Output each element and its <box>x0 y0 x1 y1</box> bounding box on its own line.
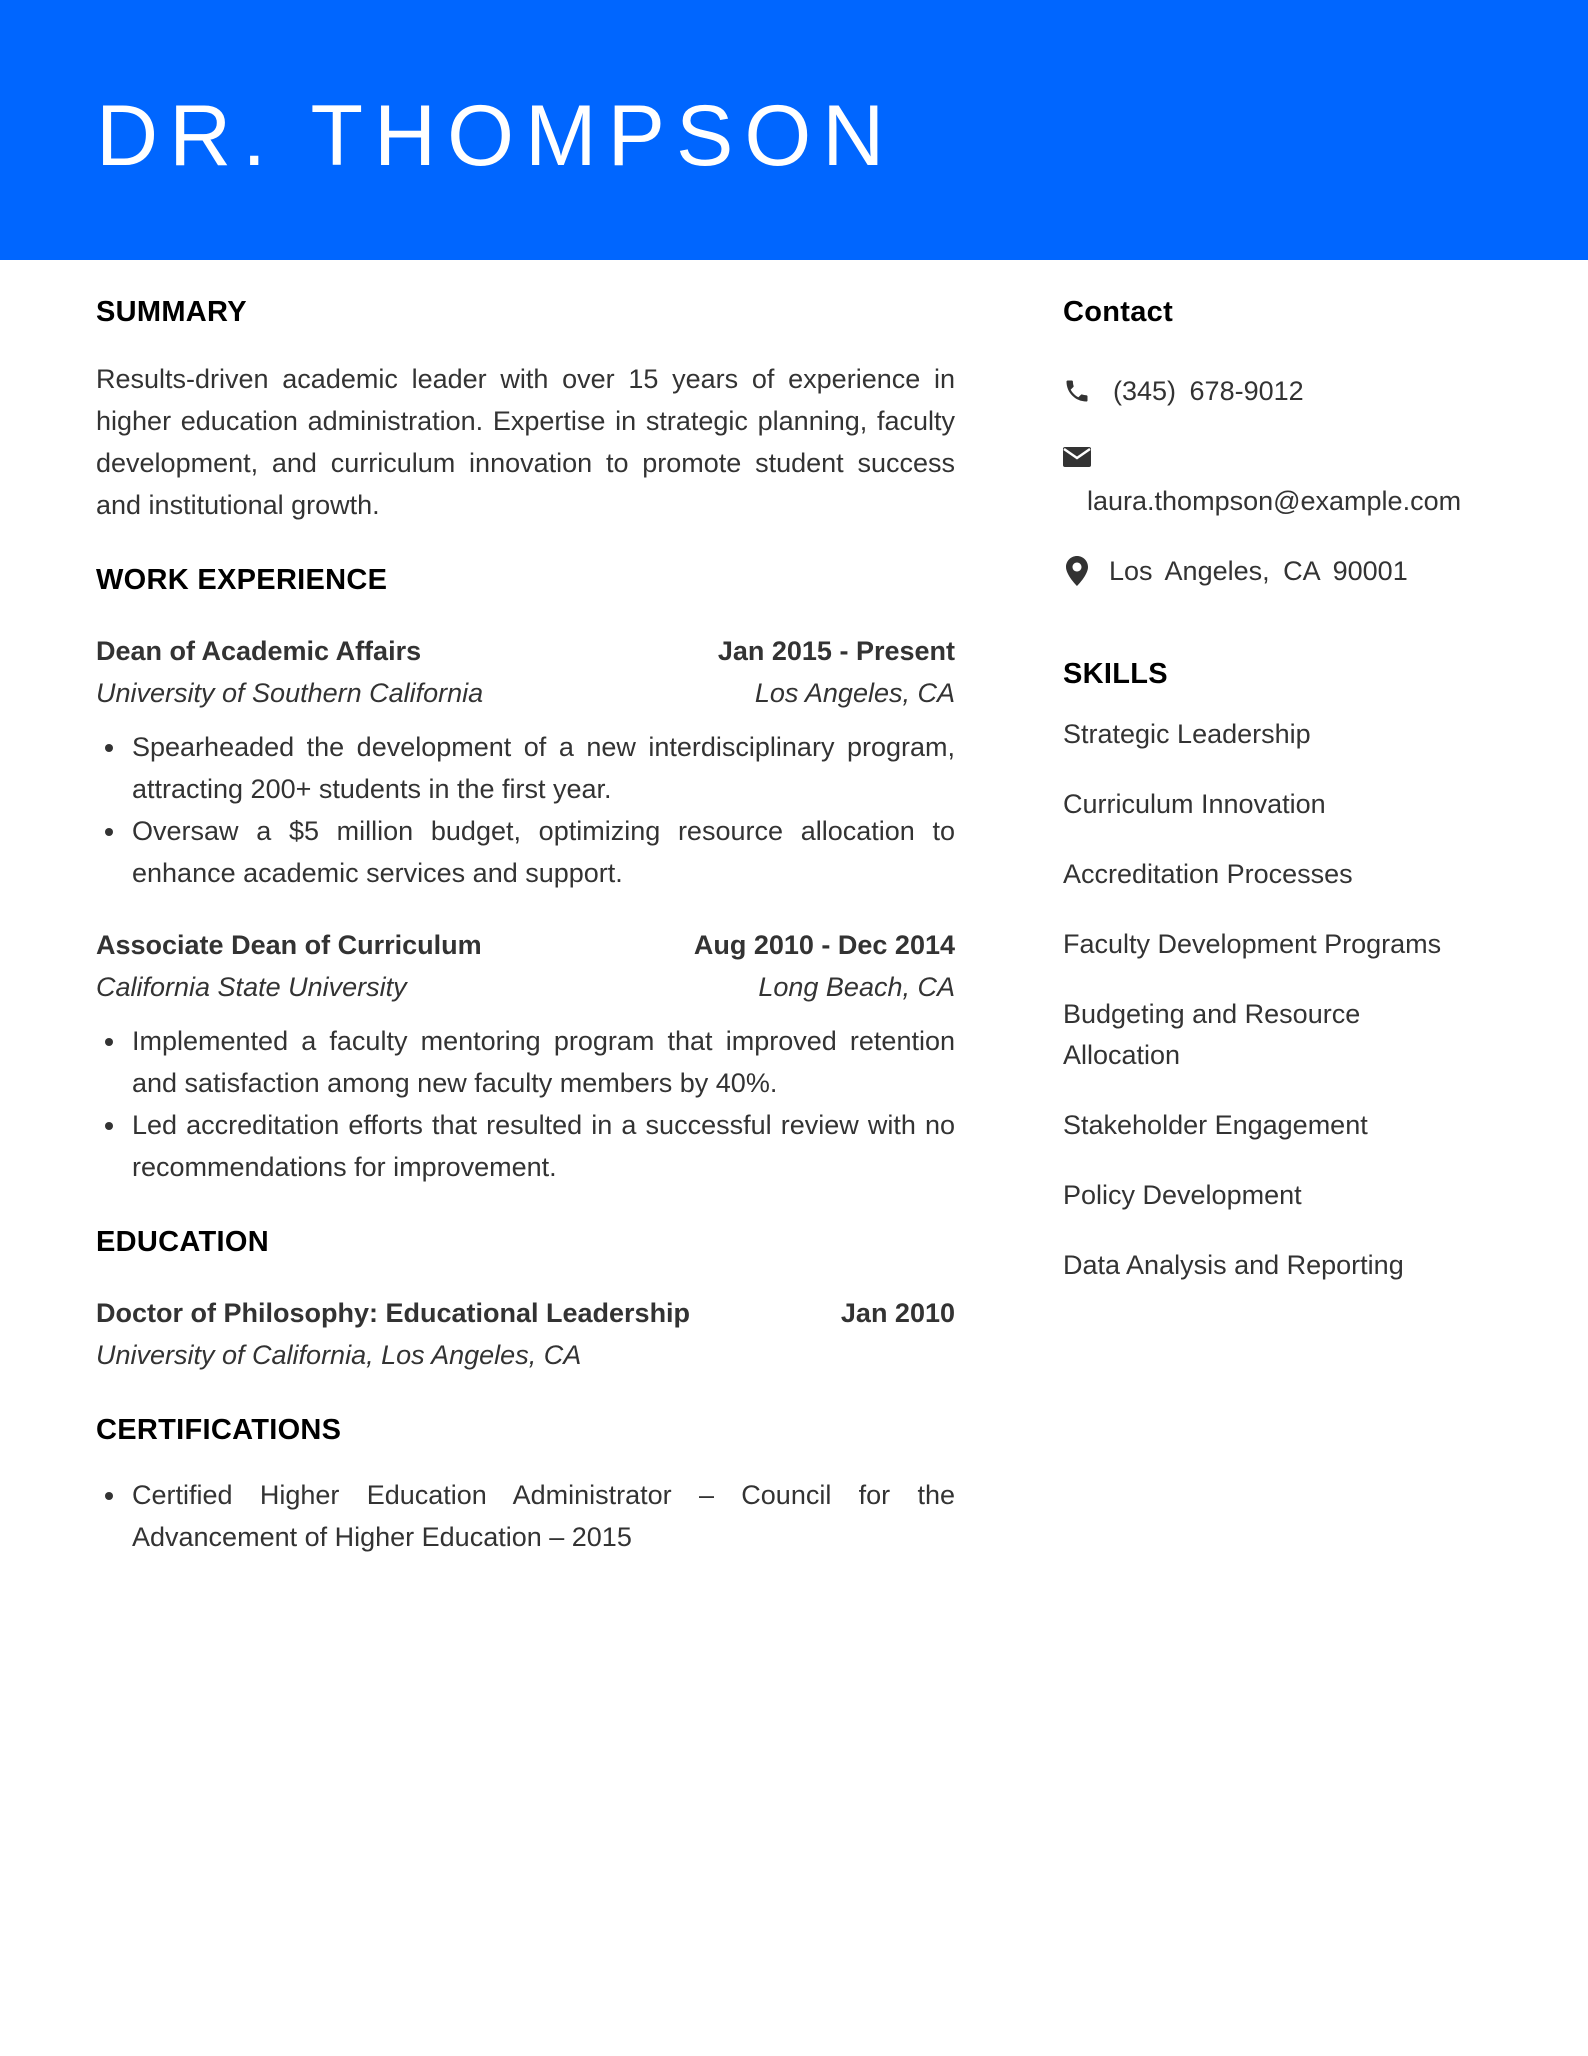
bullet-item: Implemented a faculty mentoring program that improved retention and satisfaction among new faculty members by 40%. <box>132 1020 955 1104</box>
job-dates: Aug 2010 - Dec 2014 <box>693 930 955 960</box>
job-title: Associate Dean of Curriculum <box>96 930 482 960</box>
skill-item: Data Analysis and Reporting <box>1063 1250 1404 1280</box>
job-organization: California State University <box>96 972 407 1002</box>
work-experience-heading: WORK EXPERIENCE <box>96 564 388 596</box>
candidate-name: DR. THOMPSON <box>96 88 896 184</box>
skills-heading: SKILLS <box>1063 658 1168 690</box>
email-address[interactable]: laura.thompson@example.com <box>1087 486 1462 516</box>
header-banner <box>0 0 1588 260</box>
phone-icon <box>1063 370 1091 412</box>
map-pin-icon <box>1063 550 1091 592</box>
bullet-item: Oversaw a $5 million budget, optimizing resource allocation to enhance academic services and support. <box>132 810 955 894</box>
job-title: Dean of Academic Affairs <box>96 636 422 666</box>
job-bullets <box>96 726 955 894</box>
certification-list <box>96 1474 955 1558</box>
job-location: Los Angeles, CA <box>754 678 955 708</box>
degree-title: Doctor of Philosophy: Educational Leadership <box>96 1298 691 1328</box>
education-entry <box>96 1292 955 1376</box>
skills-list <box>1063 714 1503 1286</box>
contact-email <box>1063 438 1503 522</box>
location-text: Los Angeles, CA 90001 <box>1109 556 1408 586</box>
skill-item: Faculty Development Programs <box>1063 929 1442 959</box>
education-section <box>96 1222 955 1376</box>
main-column <box>96 292 955 1558</box>
skill-item: Stakeholder Engagement <box>1063 1110 1368 1140</box>
summary-section <box>96 292 955 526</box>
certifications-heading: CERTIFICATIONS <box>96 1414 342 1446</box>
envelope-icon <box>1063 441 1091 473</box>
skill-item: Policy Development <box>1063 1180 1302 1210</box>
job-entry <box>96 630 955 894</box>
contact-phone <box>1063 370 1503 412</box>
skill-item: Accreditation Processes <box>1063 859 1353 889</box>
contact-location <box>1063 550 1503 592</box>
skill-item: Strategic Leadership <box>1063 719 1311 749</box>
sidebar-column <box>1063 292 1503 1315</box>
certifications-section <box>96 1410 955 1558</box>
job-organization: University of Southern California <box>96 678 484 708</box>
degree-date: Jan 2010 <box>840 1298 955 1328</box>
job-dates: Jan 2015 - Present <box>717 636 955 666</box>
work-experience-section <box>96 560 955 1188</box>
bullet-item: Led accreditation efforts that resulted in a successful review with no recommendations for improvement. <box>132 1104 955 1188</box>
summary-heading: SUMMARY <box>96 296 247 328</box>
skill-item: Curriculum Innovation <box>1063 789 1326 819</box>
job-location: Long Beach, CA <box>758 972 955 1002</box>
bullet-item: Spearheaded the development of a new interdisciplinary program, attracting 200+ students in the first year. <box>132 726 955 810</box>
certification-item: Certified Higher Education Administrator – Council for the Advancement of Higher Education – 2015 <box>132 1474 955 1558</box>
phone-number[interactable]: (345) 678-9012 <box>1113 376 1304 406</box>
job-entry <box>96 924 955 1188</box>
skill-item: Budgeting and Resource Allocation <box>1063 999 1361 1070</box>
contact-heading: Contact <box>1063 296 1174 328</box>
summary-text: Results-driven academic leader with over 15 years of experience in higher education administration. Expertise in strategic planning, faculty development, and curriculum innovation to promote student success and institutional growth. <box>96 364 955 520</box>
school-name: University of California, Los Angeles, CA <box>96 1340 582 1370</box>
education-heading: EDUCATION <box>96 1226 269 1258</box>
job-bullets <box>96 1020 955 1188</box>
